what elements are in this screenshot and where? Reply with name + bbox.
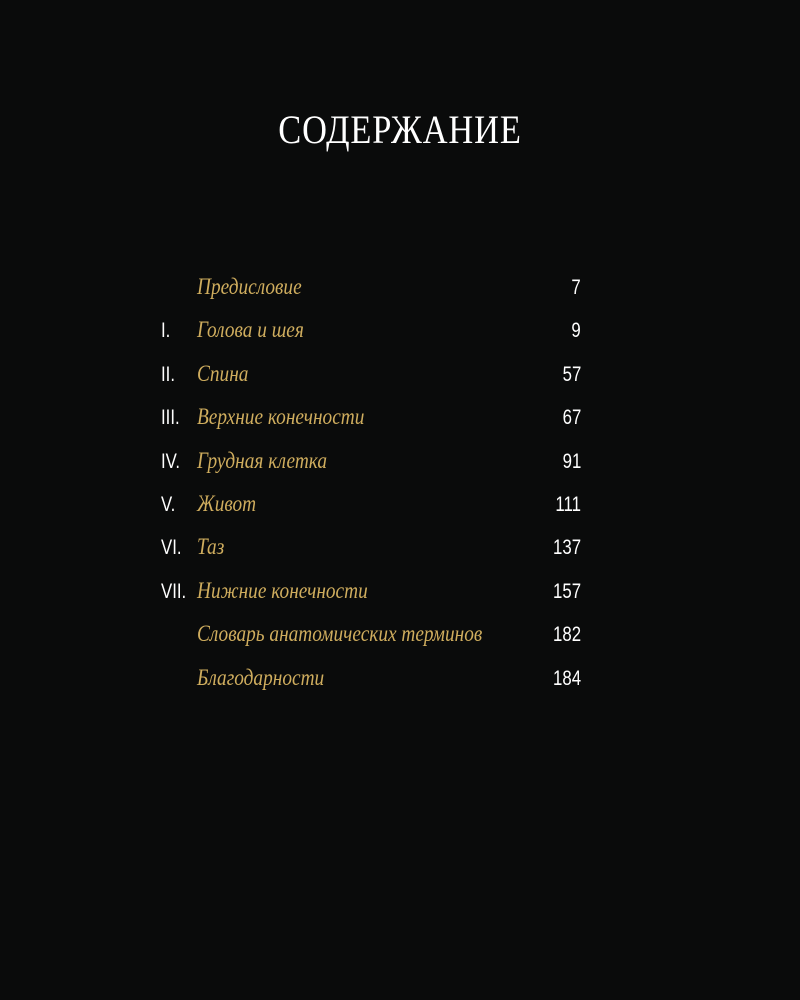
toc-entry-chapter-5[interactable] — [161, 489, 581, 532]
toc-entry-title: Нижние конечности — [197, 577, 368, 603]
toc-entry-page-number: 157 — [552, 579, 581, 603]
toc-entry-page-number: 7 — [571, 276, 581, 299]
toc-entry-number: I. — [161, 319, 171, 343]
toc-entry-number: VII. — [161, 579, 187, 603]
table-of-contents — [161, 272, 581, 706]
toc-entry-page-number: 57 — [562, 362, 581, 386]
toc-entry-title: Грудная клетка — [197, 447, 328, 473]
toc-entry-number: IV. — [161, 449, 180, 473]
toc-entry-page-number: 67 — [562, 406, 581, 430]
toc-entry-page-number: 184 — [552, 666, 581, 690]
toc-entry-page-number: 137 — [552, 536, 581, 560]
toc-entry-title: Таз — [197, 534, 225, 560]
toc-entry-number: III. — [161, 406, 180, 430]
toc-entry-acknowledgements[interactable] — [161, 663, 581, 706]
toc-entry-title: Предисловие — [197, 274, 302, 299]
toc-entry-title: Живот — [197, 490, 257, 516]
toc-entry-title: Словарь анатомических терминов — [197, 621, 483, 647]
toc-entry-page-number: 91 — [562, 449, 581, 473]
toc-entry-title: Голова и шея — [197, 317, 304, 343]
toc-entry-page-number: 111 — [555, 492, 581, 516]
toc-entry-title: Верхние конечности — [197, 404, 365, 430]
toc-entry-page-number: 182 — [552, 623, 581, 647]
toc-entry-chapter-6[interactable] — [161, 532, 581, 575]
toc-entry-chapter-4[interactable] — [161, 446, 581, 489]
toc-entry-title: Спина — [197, 360, 249, 386]
toc-entry-chapter-7[interactable] — [161, 576, 581, 619]
toc-entry-glossary[interactable] — [161, 619, 581, 662]
toc-entry-number: V. — [161, 492, 176, 516]
toc-entry-chapter-2[interactable] — [161, 359, 581, 402]
toc-entry-chapter-3[interactable] — [161, 402, 581, 445]
toc-entry-number: VI. — [161, 536, 182, 560]
toc-entry-preface[interactable] — [161, 272, 581, 315]
toc-entry-number: II. — [161, 362, 176, 386]
toc-entry-page-number: 9 — [571, 319, 581, 343]
page-title: СОДЕРЖАНИЕ — [278, 107, 522, 152]
toc-entry-chapter-1[interactable] — [161, 315, 581, 358]
toc-entry-title: Благодарности — [197, 664, 325, 690]
